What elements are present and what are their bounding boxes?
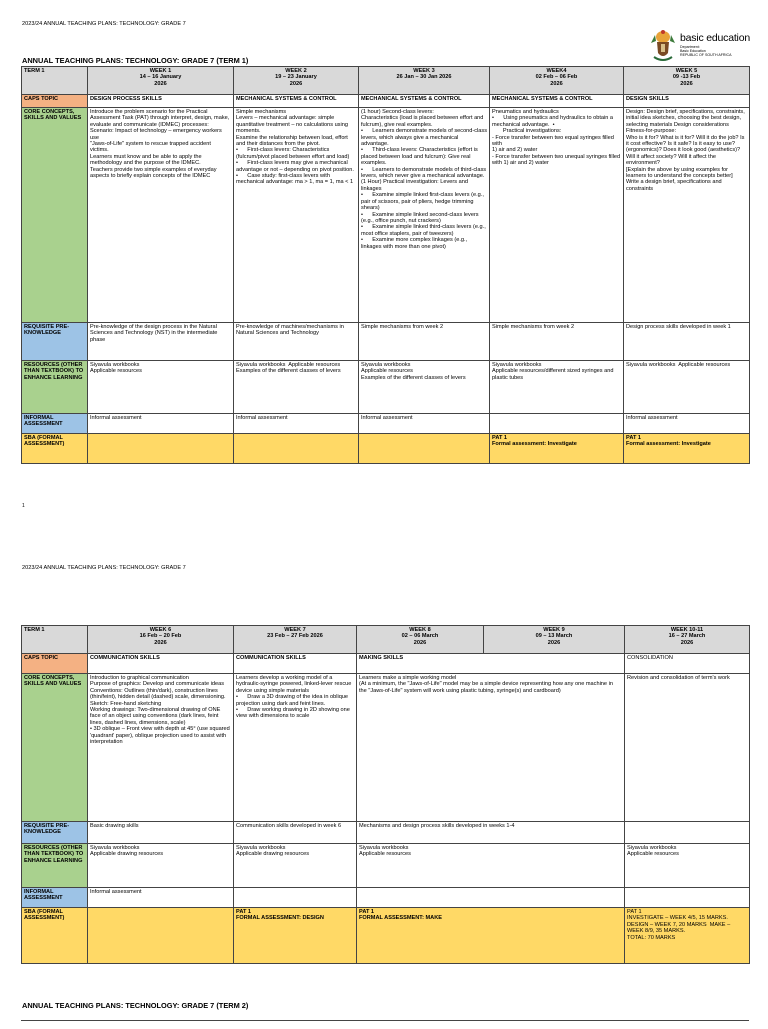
core-cell: Revision and consolidation of term's work <box>625 674 750 822</box>
sba-label: SBA (FORMAL ASSESSMENT) <box>22 434 88 464</box>
coat-of-arms-icon <box>650 27 676 63</box>
informal-assessment-row <box>22 888 750 908</box>
pre-cell: Pre-knowledge of the design process in the Natural Sciences and Technology (NST) in the intermediate phase <box>88 323 234 361</box>
pre-cell: Pre-knowledge of machines/mechanisms in Natural Sciences and Technology <box>234 323 359 361</box>
sba-cell <box>234 434 359 464</box>
informal-label: INFORMAL ASSESSMENT <box>22 888 88 908</box>
logo-sub-2: Basic Education <box>680 49 706 53</box>
informal-cell: Informal assessment <box>624 414 750 434</box>
term2-table-top <box>21 1020 749 1029</box>
pre-cell: Simple mechanisms from week 2 <box>359 323 490 361</box>
pre-knowledge-row <box>22 822 750 844</box>
week-header-8: WEEK 8 02 – 06 March 2026 <box>357 626 484 654</box>
caps-cell: MECHANICAL SYSTEMS & CONTROL <box>490 95 624 108</box>
week-header-row <box>22 626 750 654</box>
department-logo <box>650 27 750 67</box>
resources-cell: Siyavula workbooks Applicable drawing resources <box>88 844 234 888</box>
week-header-4: WEEK4 02 Feb – 06 Feb 2026 <box>490 67 624 95</box>
week-header-10-11: WEEK 10-11 16 – 27 March 2026 <box>625 626 750 654</box>
caps-cell: DESIGN SKILLS <box>624 95 750 108</box>
informal-cell: Informal assessment <box>234 414 359 434</box>
core-cell: (1 hour) Second-class levers: Characteristics (load is placed between effort and fulcrum), give real examples. • Learners demonstrate models of second-class levers, which always give a mechanical advantage. • Third-class levers: Characteristics (effort is placed between load and fulcrum): Give real examples. • Learners to demonstrate models of third-class levers, which never give a mechanical advantage. (1 Hour) Practical investigation: Levers and linkages • Examine simple linked first-class levers (e.g., pair of scissors, pair of pliers, hedge trimming shears) • Examine simple linked second-class levers (e.g., office punch, nut crackers) • Examine simple linked third-class levers (e.g., most office staplers, pair of tweezers) • Examine more complex linkages (e.g., linkages with more than one pivot) <box>359 108 490 323</box>
pre-cell: Communication skills developed in week 6 <box>234 822 357 844</box>
sba-cell: PAT 1 Formal assessment: Investigate <box>490 434 624 464</box>
caps-topic-row <box>22 654 750 674</box>
informal-cell: Informal assessment <box>88 888 234 908</box>
informal-cell <box>357 888 625 908</box>
logo-sub-1: Department: <box>680 45 700 49</box>
caps-cell: COMMUNICATION SKILLS <box>234 654 357 674</box>
resources-cell: Siyavula workbooks Applicable resources <box>625 844 750 888</box>
term2-title: ANNUAL TEACHING PLANS: TECHNOLOGY: GRADE 7 (TERM 2) <box>22 1001 249 1010</box>
sba-cell: PAT 1 FORMAL ASSESSMENT: MAKE <box>357 908 625 964</box>
sba-cell <box>359 434 490 464</box>
caps-cell: MAKING SKILLS <box>357 654 625 674</box>
pre-knowledge-row <box>22 323 750 361</box>
sba-cell: PAT 1 Formal assessment: Investigate <box>624 434 750 464</box>
week-header-2: WEEK 2 19 – 23 January 2026 <box>234 67 359 95</box>
week-header-6: WEEK 6 16 Feb – 20 Feb 2026 <box>88 626 234 654</box>
resources-cell: Siyavula workbooks Applicable resources Examples of the different classes of levers <box>359 361 490 414</box>
core-cell: Design: Design brief, specifications, constraints, initial idea sketches, choosing the best design, selecting materials Design considerations Fitness-for-purpose: Who is it for? What is it for? Will it do the job? Is it cost effective? Is it safe? Is it easy to use? (ergonomics)? Does it look good (aesthetics)? Will it affect society? Will it affect the environment? [Explain the above by using examples for learners to understand the concepts better] Write a design brief, specifications and constraints <box>624 108 750 323</box>
caps-cell: COMMUNICATION SKILLS <box>88 654 234 674</box>
caps-cell: MECHANICAL SYSTEMS & CONTROL <box>234 95 359 108</box>
term1-title: ANNUAL TEACHING PLANS: TECHNOLOGY: GRADE 7 (TERM 1) <box>22 56 249 65</box>
sba-cell <box>88 434 234 464</box>
resources-cell: Siyavula workbooks Applicable resources Examples of the different classes of levers <box>234 361 359 414</box>
resources-label: RESOURCES (OTHER THAN TEXTBOOK) TO ENHANCE LEARNING <box>22 844 88 888</box>
resources-cell: Siyavula workbooks Applicable resources <box>357 844 625 888</box>
resources-cell: Siyavula workbooks Applicable resources <box>624 361 750 414</box>
caps-cell: DESIGN PROCESS SKILLS <box>88 95 234 108</box>
week-header-5: WEEK 5 09 -13 Feb 2026 <box>624 67 750 95</box>
sba-cell <box>88 908 234 964</box>
core-cell: Learners develop a working model of a hydraulic-syringe powered, linked-lever rescue device using simple materials • Draw a 3D drawing of the idea in oblique projection using dark and feint lines. • Draw working drawing in 2D showing one view with dimensions to scale <box>234 674 357 822</box>
sba-row <box>22 434 750 464</box>
informal-label: INFORMAL ASSESSMENT <box>22 414 88 434</box>
logo-sub-3: REPUBLIC OF SOUTH AFRICA <box>680 53 732 57</box>
core-concepts-row <box>22 674 750 822</box>
pre-cell <box>625 822 750 844</box>
resources-row <box>22 844 750 888</box>
pre-cell: Simple mechanisms from week 2 <box>490 323 624 361</box>
page-header: 2023/24 ANNUAL TEACHING PLANS: TECHNOLOGY: GRADE 7 <box>22 21 186 27</box>
pre-cell: Design process skills developed in week 1 <box>624 323 750 361</box>
resources-cell: Siyavula workbooks Applicable drawing resources <box>234 844 357 888</box>
pre-cell: Mechanisms and design process skills developed in weeks 1-4 <box>357 822 625 844</box>
week-header-7: WEEK 7 23 Feb – 27 Feb 2026 <box>234 626 357 654</box>
informal-cell: Informal assessment <box>88 414 234 434</box>
core-cell: Learners make a simple working model (At a minimum, the "Jaws-of-Life" model may be a simple device representing how any one machine in the "Jaws-of-Life" system will work using plastic tubing, syringe(s) and cardboard) <box>357 674 625 822</box>
caps-label: CAPS TOPIC <box>22 95 88 108</box>
term1-plan-table <box>21 66 750 464</box>
sba-cell: PAT 1 FORMAL ASSESSMENT: DESIGN <box>234 908 357 964</box>
informal-cell: Informal assessment <box>359 414 490 434</box>
core-cell: Simple mechanisms Levers – mechanical advantage: simple quantitative treatment – no calculations using moments. Examine the relationship between load, effort and their distances from the pivot. • First-class levers: Characteristics (fulcrum/pivot placed between effort and load) • First-class levers may give a mechanical advantage or not – depending on pivot position. • Case study: first-class levers with mechanical advantage: ma > 1, ma = 1, ma < 1 <box>234 108 359 323</box>
informal-cell <box>490 414 624 434</box>
informal-assessment-row <box>22 414 750 434</box>
core-label: CORE CONCEPTS, SKILLS AND VALUES <box>22 674 88 822</box>
week-header-1: WEEK 1 14 – 16 January 2026 <box>88 67 234 95</box>
informal-cell <box>234 888 357 908</box>
core-cell: Pneumatics and hydraulics • Using pneumatics and hydraulics to obtain a mechanical advantage. • Practical investigations: - Force transfer between two equal syringes filled with 1) air and 2) water - Force transfer between two unequal syringes filled with 1) air and 2) water <box>490 108 624 323</box>
sba-cell: PAT 1 INVESTIGATE – WEEK 4/5, 15 MARKS. DESIGN – WEEK 7, 20 MARKS MAKE – WEEK 8/9, 35 MARKS. TOTAL: 70 MARKS <box>625 908 750 964</box>
informal-cell <box>625 888 750 908</box>
caps-cell: MECHANICAL SYSTEMS & CONTROL <box>359 95 490 108</box>
resources-cell: Siyavula workbooks Applicable resources <box>88 361 234 414</box>
caps-label: CAPS TOPIC <box>22 654 88 674</box>
week-header-9: WEEK 9 09 – 13 March 2026 <box>484 626 625 654</box>
sba-row <box>22 908 750 964</box>
sba-label: SBA (FORMAL ASSESSMENT) <box>22 908 88 964</box>
pre-cell: Basic drawing skills <box>88 822 234 844</box>
resources-row <box>22 361 750 414</box>
page2-header: 2023/24 ANNUAL TEACHING PLANS: TECHNOLOGY: GRADE 7 <box>22 565 186 571</box>
term1-plan-table-continued <box>21 625 750 964</box>
pre-label: REQUISITE PRE-KNOWLEDGE <box>22 822 88 844</box>
logo-wordmark: basic education <box>680 32 750 44</box>
core-concepts-row <box>22 108 750 323</box>
term-label: TERM 1 <box>22 67 88 95</box>
resources-label: RESOURCES (OTHER THAN TEXTBOOK) TO ENHANCE LEARNING <box>22 361 88 414</box>
page-number: 1 <box>22 503 25 509</box>
term-label: TERM 1 <box>22 626 88 654</box>
week-header-row <box>22 67 750 95</box>
pre-label: REQUISITE PRE-KNOWLEDGE <box>22 323 88 361</box>
core-cell: Introduce the problem scenario for the Practical Assessment Task (PAT) through interpret, design, make, evaluate and communicate (IDMEC) processes: Scenario: Impact of technology – emergency workers use "Jaws-of-Life" system to rescue trapped accident victims. Learners must know and be able to apply the methodology and the purpose of the IDMEC. Teachers provide two simple examples of everyday aspects to briefly explain concepts of the IDMEC <box>88 108 234 323</box>
resources-cell: Siyavula workbooks Applicable resources/different sized syringes and plastic tubes <box>490 361 624 414</box>
core-label: CORE CONCEPTS, SKILLS AND VALUES <box>22 108 88 323</box>
week-header-3: WEEK 3 26 Jan – 30 Jan 2026 <box>359 67 490 95</box>
core-cell: Introduction to graphical communication Purpose of graphics: Develop and communicate ideas Conventions: Outlines (thin/dark), construction lines (thin/feint), hidden detail (dashed) scale, dimensioning. Sketch: Free-hand sketching Working drawings: Two-dimensional drawing of ONE face of an object using conventions (dark lines, feint lines, dashed lines, dimensions, scale) • 3D oblique – Front view with depth at 45° (use squared 'quadrant' paper), oblique projection used to assist with interpretation <box>88 674 234 822</box>
caps-topic-row <box>22 95 750 108</box>
caps-cell: CONSOLIDATION <box>625 654 750 674</box>
